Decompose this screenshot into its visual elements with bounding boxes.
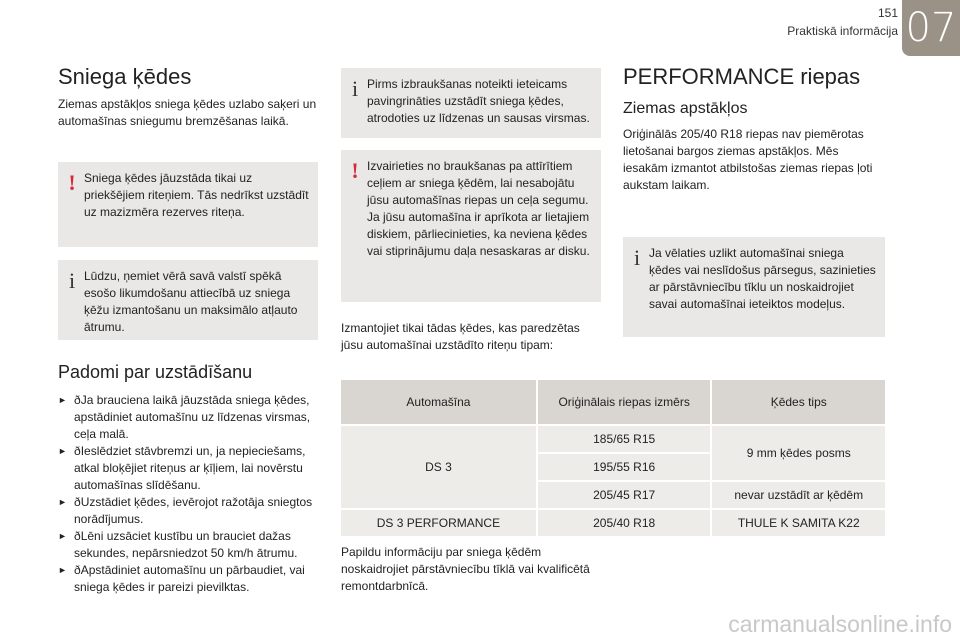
snow-chain-table: [341, 380, 885, 536]
performance-text: Oriģinālās 205/40 R18 riepas nav piemērotas lietošanai bargos ziemas apstākļos. Mēs iesakām izmantot atbilstošas ziemas riepas ļoti aukstam laikam.: [623, 127, 873, 192]
warning-text: Izvairieties no braukšanas pa attīrītiem ceļiem ar sniega ķēdēm, lai nesabojātu jūsu automašīnas riepas un ceļa segumu. Ja jūsu automašīna ir aprīkota ar lietajiem diskiem, pārliecinieties, ka neviena ķēdes vai stiprinājumu daļa nesaskaras ar disku.: [367, 159, 590, 258]
list-item: ð ► Ieslēdziet stāvbremzi un, ja nepieciešams, atkal bloķējiet riteņus ar ķīļiem, lai novērstu automašīnas slīdēšanu.: [58, 443, 320, 494]
table-header-row: [341, 380, 885, 424]
info-icon: i: [633, 245, 641, 270]
column-header-tyre-size: Oriģinālais riepas izmērs: [538, 380, 711, 424]
info-icon: i: [68, 268, 76, 293]
arrow-bullet-icon: ð ►: [58, 565, 67, 575]
tips-list: [58, 392, 320, 596]
table-cell-chain: nevar uzstādīt ar ķēdēm: [712, 482, 885, 508]
table-cell-chain: 9 mm ķēdes posms: [712, 426, 885, 480]
arrow-bullet-icon: ð ►: [58, 497, 67, 507]
winter-subheading: Ziemas apstākļos: [623, 100, 748, 117]
intro-text: Ziemas apstākļos sniega ķēdes uzlabo saķeri un automašīnas sniegumu bremzēšanas laikā.: [58, 97, 317, 128]
table-cell-tyre: 195/55 R16: [538, 454, 711, 480]
list-item: ð ► Apstādiniet automašīnu un pārbaudiet, vai sniega ķēdes ir pareizi pievilktas.: [58, 562, 320, 596]
tips-heading: Padomi par uzstādīšanu: [58, 362, 253, 382]
page-title: Sniega ķēdes: [58, 64, 192, 89]
arrow-bullet-icon: ð ►: [58, 531, 67, 541]
performance-heading: PERFORMANCE riepas: [623, 64, 861, 89]
list-item: ð ► Ja brauciena laikā jāuzstāda sniega ķēdes, apstādiniet automašīnu uz līdzenas virsmas, ceļa malā.: [58, 392, 320, 443]
info-box-dealer: [623, 237, 885, 337]
arrow-bullet-icon: ð ►: [58, 395, 67, 405]
warning-box-front-wheels: [58, 162, 318, 247]
table-cell-tyre: 185/65 R15: [538, 426, 711, 452]
info-text: Ja vēlaties uzlikt automašīnai sniega ķēdes vai neslīdošus pārsegus, sazinieties ar pārstāvniecību tīklu un noskaidrojiet savai automašīnai ieteiktos modeļus.: [649, 246, 876, 311]
column-header-vehicle: Automašīna: [341, 380, 536, 424]
table-cell-vehicle: DS 3: [341, 426, 536, 508]
chain-usage-text: Izmantojiet tikai tādas ķēdes, kas paredzētas jūsu automašīnai uzstādīto riteņu tipam:: [341, 321, 580, 352]
chapter-badge: 07: [902, 0, 960, 56]
arrow-bullet-icon: ð ►: [58, 446, 67, 456]
table-row: [341, 426, 885, 452]
table-cell-chain: THULE K SAMITA K22: [712, 510, 885, 536]
info-text: Lūdzu, ņemiet vērā savā valstī spēkā esošo likumdošanu attiecībā uz sniega ķēžu izmantošanu un maksimālo atļauto ātrumu.: [84, 269, 298, 334]
list-item: ð ► Uzstādiet ķēdes, ievērojot ražotāja sniegtos norādījumus.: [58, 494, 320, 528]
table-row: [341, 510, 885, 536]
table-cell-tyre: 205/45 R17: [538, 482, 711, 508]
info-box-practice: [341, 68, 601, 138]
table-cell-tyre: 205/40 R18: [538, 510, 711, 536]
list-item: ð ► Lēni uzsāciet kustību un brauciet dažas sekundes, nepārsniedzot 50 km/h ātrumu.: [58, 528, 320, 562]
section-label: Praktiskā informācija: [787, 24, 898, 38]
table-cell-vehicle: DS 3 PERFORMANCE: [341, 510, 536, 536]
exclamation-icon: !: [68, 170, 76, 195]
info-text: Pirms izbraukšanas noteikti ieteicams pavingrināties uzstādīt sniega ķēdes, atrodoties uz līdzenas un sausas virsmas.: [367, 77, 590, 125]
info-icon: i: [351, 76, 359, 101]
additional-info-text: Papildu informāciju par sniega ķēdēm noskaidrojiet pārstāvniecību tīklā vai kvalificētā remontdarbnīcā.: [341, 545, 590, 593]
watermark: carmanualsonline.info: [728, 611, 952, 637]
column-header-chain-type: Ķēdes tips: [712, 380, 885, 424]
warning-text: Sniega ķēdes jāuzstāda tikai uz priekšējiem riteņiem. Tās nedrīkst uzstādīt uz mazizmēra rezerves riteņa.: [84, 171, 309, 219]
warning-box-roads: [341, 150, 601, 302]
page-number: 151: [877, 6, 898, 20]
exclamation-icon: !: [351, 158, 359, 183]
info-box-legislation: [58, 260, 318, 340]
